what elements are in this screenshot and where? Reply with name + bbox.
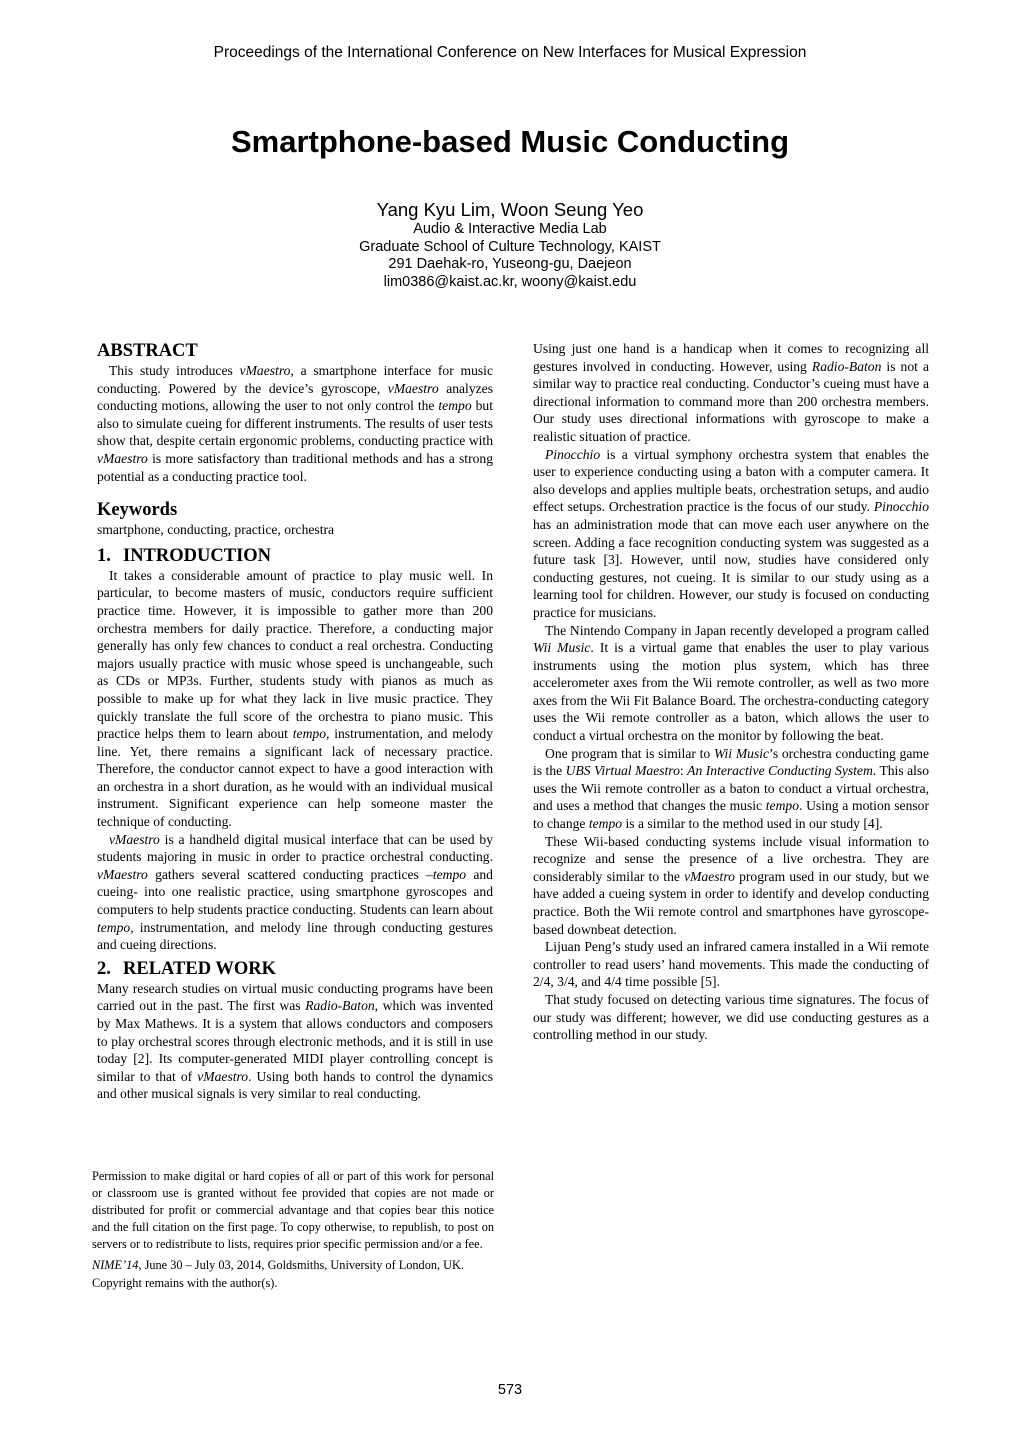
keywords-text: smartphone, conducting, practice, orchestra xyxy=(97,522,335,538)
paper-title: Smartphone-based Music Conducting xyxy=(230,124,790,159)
related-work-heading: 2. RELATED WORK xyxy=(97,958,276,979)
related-work-paragraph-6: These Wii-based conducting systems include visual information to recognize and sense the presence of a live orchestra. They are considerably similar to the vMaestro program used in our study, but we have added a cueing system in order to identify and develop conducting practice. Both the Wii remote control and smartphones have gyroscope-based downbeat detection. xyxy=(533,833,929,937)
venue-line: NIME’14, June 30 – July 03, 2014, Goldsmiths, University of London, UK. Copyright remains with the author(s). xyxy=(92,1258,464,1290)
abstract-heading: ABSTRACT xyxy=(97,341,198,361)
introduction-heading: 1. INTRODUCTION xyxy=(97,545,272,566)
related-work-paragraph-5: One program that is similar to Wii Music’s orchestra conducting game is the UBS Virtual Maestro: An Interactive Conducting System. This also uses the Wii remote controller as a baton to conduct a virtual orchestra, and uses a method that changes the music tempo. Using a motion sensor to change tempo is a similar to the method used in our study [4]. xyxy=(533,745,929,832)
author-emails: lim0386@kaist.ac.kr, woony@kaist.edu xyxy=(383,273,637,290)
introduction-paragraph-1: It takes a considerable amount of practice to play music well. In particular, to become masters of music, conductors require sufficient practice time. However, it is impossible to gather more than 200 orchestra members for daily practice. Therefore, a conducting major generally has only few chances to conduct a real orchestra. Conducting majors usually practice with music whose speed is unchangeable, such as CDs or MP3s. Further, students study with pianos as much as possible to make up for what they lack in live music practice. They quickly translate the full score of the orchestra to piano music. This practice helps them to learn about tempo, instrumentation, and melody line. Yet, there remains a significant lack of necessary practice. Therefore, the conductor cannot expect to have a good interaction with an orchestra in a short duration, as he would with an individual musical instrument. Significant experience can help someone master the technique of conducting. xyxy=(97,567,493,830)
running-header: Proceedings of the International Conference on New Interfaces for Musical Expression xyxy=(213,44,807,61)
keywords-heading: Keywords xyxy=(97,500,178,521)
affiliation-lab: Audio & Interactive Media Lab xyxy=(413,221,607,237)
permission-notice xyxy=(92,1168,494,1292)
affiliation-address: 291 Daehak-ro, Yuseong-gu, Daejeon xyxy=(388,256,632,272)
related-work-paragraph-3: Pinocchio is a virtual symphony orchestra system that enables the user to experience conducting using a baton with a computer camera. It also develops and applies multiple beats, orchestration setups, and audio effect setups. Orchestration practice is the focus of our study. Pinocchio has an administration mode that can move each user anywhere on the screen. Adding a face recognition conducting system was suggested as a future task [3]. However, until now, studies have considered only conducting gestures, not cueing. It is similar to our study using as a learning tool for children. However, our study is focused on conducting practice for musicians. xyxy=(533,446,929,620)
related-work-paragraph-8: That study focused on detecting various time signatures. The focus of our study was different; however, we did use conducting gestures as a controlling method in our study. xyxy=(533,991,929,1043)
related-work-paragraph-7: Lijuan Peng’s study used an infrared camera installed in a Wii remote controller to read users’ hand movements. This made the conducting of 2/4, 3/4, and 4/4 time possible [5]. xyxy=(533,939,929,990)
affiliation-school: Graduate School of Culture Technology, KAIST xyxy=(359,238,661,255)
author-names: Yang Kyu Lim, Woon Seung Yeo xyxy=(376,199,644,220)
related-work-paragraph-1: Many research studies on virtual music conducting programs have been carried out in the past. The first was Radio-Baton, which was invented by Max Mathews. It is a system that allows conductors and composers to play orchestral scores through electronic methods, and it is still in use today [2]. Its computer-generated MIDI player controlling concept is similar to that of vMaestro. Using both hands to control the dynamics and other musical signals is very similar to real conducting. xyxy=(97,980,493,1102)
page-number: 573 xyxy=(497,1382,523,1398)
related-work-paragraph-4: The Nintendo Company in Japan recently developed a program called Wii Music. It is a virtual game that enables the user to play various instruments using the motion plus system, which has three accelerometer axes from the Wii remote controller, as well as two more axes from the Wii Fit Balance Board. The orchestra-conducting category uses the Wii remote controller as a baton, which allows the user to conduct a virtual orchestra on the monitor by following the beat. xyxy=(533,622,929,744)
abstract-text: This study introduces vMaestro, a smartphone interface for music conducting. Powered by the device’s gyroscope, vMaestro analyzes conducting motions, allowing the user to not only control the tempo but also to simulate cueing for different instruments. The results of user tests show that, despite certain ergonomic problems, conducting practice with vMaestro is more satisfactory than traditional methods and has a strong potential as a conducting practice tool. xyxy=(97,363,493,484)
permission-text: Permission to make digital or hard copies of all or part of this work for personal or classroom use is granted without fee provided that copies are not made or distributed for profit or commercial advantage and that copies bear this notice and the full citation on the first page. To copy otherwise, to republish, to post on servers or to redistribute to lists, requires prior specific permission and/or a fee. xyxy=(92,1169,494,1252)
right-column xyxy=(533,340,929,1044)
left-column xyxy=(97,340,493,1103)
author-block xyxy=(0,199,1020,291)
related-work-paragraph-2: Using just one hand is a handicap when it comes to recognizing all gestures involved in conducting. However, using Radio-Baton is not a similar way to practice real conducting. Conductor’s cueing must have a directional information to command more than 200 orchestra members. Our study uses directional informations with gyroscope to make a realistic situation of practice. xyxy=(533,341,929,444)
introduction-paragraph-2: vMaestro is a handheld digital musical interface that can be used by students majoring in music in order to practice orchestral conducting. vMaestro gathers several scattered conducting practices –tempo and cueing- into one realistic practice, using smartphone gyroscopes and computers to help students practice conducting. Students can learn about tempo, instrumentation, and melody line through conducting gestures and cueing directions. xyxy=(97,831,493,953)
